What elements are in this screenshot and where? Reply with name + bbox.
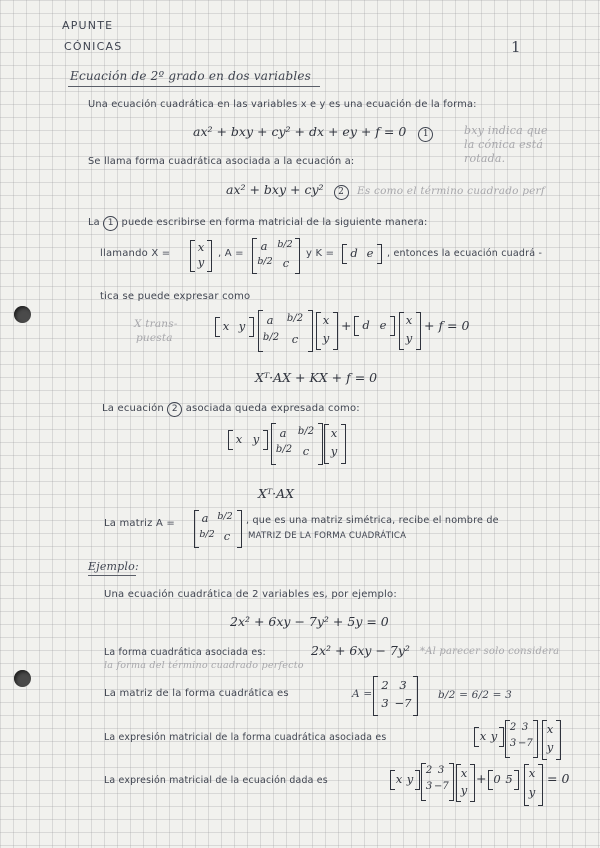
equation-quadratic-form	[226, 182, 349, 200]
eq5-col-x: x	[330, 426, 338, 440]
note-rotation-3: rotada.	[464, 152, 506, 165]
paragraph-definition: Una ecuación cuadrática en las variables x e y es una ecuación de la forma:	[88, 99, 477, 110]
eqn-matrix-right-bracket	[449, 763, 454, 801]
eqn-col2-x: x	[528, 766, 536, 780]
form-col-y: y	[546, 740, 554, 754]
vector-x-right-bracket	[207, 240, 212, 272]
label-matrix-a: La matriz A =	[104, 518, 175, 529]
vector-x-entry-2: y	[197, 255, 205, 269]
form-col-x: x	[546, 722, 554, 736]
note-consider-2: la forma del término cuadrado perfecto	[104, 660, 304, 671]
paragraph-associated-text: asociada queda expresada como:	[185, 403, 360, 414]
paragraph-then: , entonces la ecuación cuadrá -	[387, 248, 543, 259]
binder-hole-top	[14, 306, 31, 323]
eq5-matrix-22: c	[302, 444, 310, 458]
eq5-matrix-11: a	[279, 426, 287, 440]
paragraph-associated	[102, 402, 360, 417]
example-matrix-21: 3	[381, 696, 389, 710]
section-title: Ecuación de 2º grado en dos variables	[70, 69, 312, 83]
paragraph-associated-pre: La ecuación	[102, 403, 164, 414]
eq3-col1-right-bracket	[333, 312, 338, 350]
example-matrix-right-bracket	[413, 676, 418, 716]
paragraph-expression-form: La expresión matricial de la forma cuadrática asociada es	[104, 732, 387, 743]
eqn-row-x: x	[395, 772, 403, 786]
eq3-matrix-22: c	[291, 332, 299, 346]
equation-number-2: 2	[334, 185, 349, 200]
matrix-a-12: b/2	[277, 239, 293, 250]
eq3-k-d: d	[362, 318, 370, 332]
equation-number-1: 1	[418, 127, 433, 142]
equation-example: 2x² + 6xy − 7y² + 5y = 0	[230, 614, 389, 629]
section-underline	[68, 86, 320, 87]
example-matrix-12: 3	[399, 678, 407, 692]
equation-quadratic-text: ax² + bxy + cy²	[226, 182, 324, 197]
vector-k-entry-2: e	[366, 246, 374, 260]
example-matrix-22: −7	[394, 696, 412, 710]
paragraph-example: Una ecuación cuadrática de 2 variables es, por ejemplo:	[104, 589, 397, 600]
eq3-matrix-12: b/2	[286, 313, 304, 324]
note-consider: *Al parecer solo considera	[420, 646, 560, 657]
note-perfect-square: Es como el término cuadrado perf	[357, 185, 545, 197]
eqn-matrix-12: 3	[437, 765, 445, 776]
equation-associated-form: 2x² + 6xy − 7y²	[311, 643, 410, 658]
equation-xt-ax: Xᵀ·AX	[258, 486, 295, 501]
eqn-col1-right-bracket	[470, 764, 475, 802]
form-matrix-21: 3	[509, 738, 517, 749]
p7-matrix-11: a	[201, 511, 209, 525]
equation-general-text: ax² + bxy + cy² + dx + ey + f = 0	[193, 124, 407, 139]
eq5-matrix-21: b/2	[275, 444, 293, 455]
eqn-matrix-11: 2	[425, 765, 433, 776]
eq5-row-y: y	[252, 432, 260, 446]
eq3-tail: + f = 0	[424, 318, 470, 333]
eq3-row-right-bracket	[249, 317, 254, 337]
eqn-plus: +	[476, 771, 487, 786]
note-transpose-2: puesta	[136, 332, 173, 344]
binder-hole-bottom	[14, 670, 31, 687]
note-rotation-1: bxy indica que	[464, 124, 548, 137]
eq5-matrix-right-bracket	[318, 423, 323, 465]
example-underline	[88, 575, 136, 576]
topic-label: CÓNICAS	[64, 40, 123, 53]
label-a-equals: , A =	[218, 248, 244, 259]
eqn-matrix-21: 3	[425, 781, 433, 792]
eqn-col1-y: y	[460, 783, 468, 797]
eq3-matrix-11: a	[266, 313, 274, 327]
form-row-y: y	[490, 729, 498, 743]
form-matrix-right-bracket	[533, 720, 538, 758]
matrix-a-22: c	[282, 256, 290, 270]
eq3-matrix-21: b/2	[262, 332, 280, 343]
form-col-right-bracket	[556, 720, 561, 760]
equation-ref-1: 1	[103, 216, 118, 231]
paragraph-associated-form: La forma cuadrática asociada es:	[104, 647, 266, 658]
subject-label: APUNTE	[62, 19, 114, 32]
vector-k-right-bracket	[377, 244, 382, 264]
eq3-plus: +	[341, 318, 352, 333]
matrix-a-21: b/2	[257, 256, 273, 267]
form-matrix-22: −7	[518, 738, 533, 749]
p7-matrix-22: c	[223, 529, 231, 543]
form-matrix-11: 2	[509, 722, 517, 733]
eqn-k-0: 0	[493, 772, 501, 786]
eq5-col-y: y	[330, 444, 338, 458]
label-k-equals: y K =	[306, 248, 335, 259]
equation-ref-2: 2	[167, 402, 182, 417]
label-a-matrix: A =	[352, 688, 373, 700]
eqn-row-y: y	[406, 772, 414, 786]
paragraph-matrix-text: puede escribirse en forma matricial de la siguiente manera:	[121, 217, 428, 228]
eq3-col2-x: x	[405, 313, 413, 327]
eq5-col-right-bracket	[341, 424, 346, 464]
paragraph-symmetric: , que es una matriz simétrica, recibe el nombre de	[246, 515, 499, 526]
eq3-matrix-right-bracket	[308, 310, 313, 352]
eqn-col2-right-bracket	[538, 764, 543, 806]
paragraph-matrix-pre: La	[88, 217, 100, 228]
paragraph-can-express: tica se puede expresar como	[100, 291, 251, 302]
example-heading: Ejemplo:	[88, 560, 139, 573]
eq3-col1-y: y	[322, 331, 330, 345]
eqn-matrix-22: −7	[434, 781, 449, 792]
eqn-col2-y: y	[528, 785, 536, 799]
eq5-matrix-12: b/2	[297, 426, 315, 437]
eqn-equals-zero: = 0	[547, 771, 570, 786]
equation-general	[193, 124, 433, 142]
matrix-a-right-bracket	[295, 238, 300, 274]
equation-matrix-compact: Xᵀ·AX + KX + f = 0	[255, 370, 378, 385]
label-llamando: llamando X =	[100, 248, 171, 259]
eqn-k-5: 5	[505, 772, 513, 786]
p7-matrix-21: b/2	[199, 529, 215, 540]
page-number: 1	[511, 38, 521, 56]
eq3-col2-y: y	[405, 331, 413, 345]
eq3-col2-right-bracket	[416, 312, 421, 350]
form-row-right-bracket	[499, 727, 504, 747]
p7-matrix-right-bracket	[237, 510, 242, 548]
eqn-k-right-bracket	[514, 770, 519, 790]
label-b-half: b/2 = 6/2 = 3	[438, 689, 513, 701]
form-row-x: x	[479, 729, 487, 743]
matrix-a-11: a	[260, 239, 268, 253]
form-matrix-12: 3	[521, 722, 529, 733]
example-matrix-11: 2	[381, 678, 389, 692]
vector-k-entry-1: d	[350, 246, 358, 260]
paragraph-matrix-name: MATRIZ DE LA FORMA CUADRÁTICA	[248, 531, 407, 541]
eqn-col1-x: x	[460, 766, 468, 780]
paragraph-matrix-of-form: La matriz de la forma cuadrática es	[104, 688, 289, 699]
vector-k-left-bracket	[342, 244, 347, 264]
paragraph-quadratic-form: Se llama forma cuadrática asociada a la ecuación a:	[88, 156, 355, 167]
paragraph-matrix-form	[88, 216, 428, 231]
vector-x-entry-1: x	[197, 240, 205, 254]
note-transpose-1: X trans-	[134, 318, 178, 330]
eq5-row-right-bracket	[263, 430, 268, 450]
p7-matrix-12: b/2	[217, 511, 233, 522]
paragraph-expression-equation: La expresión matricial de la ecuación dada es	[104, 775, 328, 786]
eqn-row-right-bracket	[415, 770, 420, 790]
eq3-k-left-bracket	[354, 316, 359, 336]
eq3-col1-x: x	[322, 313, 330, 327]
eq3-k-right-bracket	[390, 316, 395, 336]
eq3-row-y: y	[238, 319, 246, 333]
eq3-row-x: x	[222, 319, 230, 333]
eq5-row-x: x	[235, 432, 243, 446]
eq3-k-e: e	[379, 318, 387, 332]
note-rotation-2: la cónica está	[464, 138, 544, 151]
